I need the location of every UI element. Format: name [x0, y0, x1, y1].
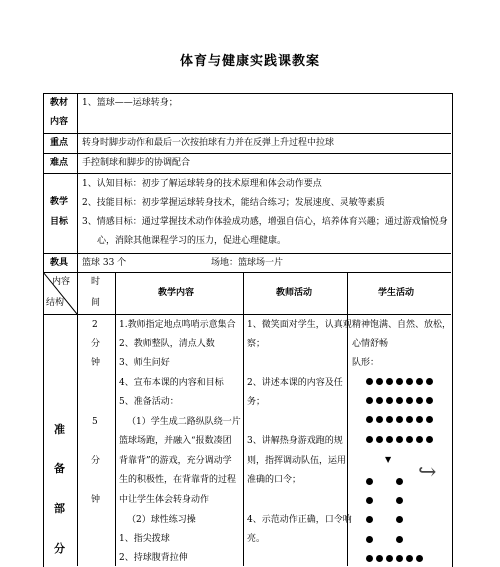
structure-header: 内容 [52, 277, 71, 287]
content-line: 5、准备活动： [119, 397, 179, 407]
row-divider [43, 314, 451, 315]
formation-dot [366, 536, 373, 543]
content-line: 1.教师指定地点鸣哨示意集合 [119, 320, 236, 330]
student-line: 精神饱满、自然、放松， [352, 320, 452, 330]
column-divider [243, 272, 244, 566]
time-mark: 5 [92, 417, 98, 427]
difficulty-value: 手控制球和脚步的协调配合 [82, 158, 191, 168]
content-line: 1、指尖拨球 [119, 534, 170, 544]
formation-row [366, 397, 433, 407]
student-line: 队形： [352, 358, 380, 368]
teacher-line: 务； [247, 397, 266, 407]
structure-header: 结构 [46, 298, 65, 308]
time-mark: 分 [91, 456, 101, 466]
time-mark: 分 [91, 339, 101, 349]
row-divider [43, 173, 451, 174]
content-line: 篮球场跑，并融入“报数凑团 [119, 436, 232, 446]
time-mark: 钟 [91, 495, 101, 505]
content-line: 2、持球腹背拉伸 [119, 553, 188, 563]
time-header: 时 [91, 277, 101, 287]
formation-row [366, 436, 433, 446]
time-mark: 钟 [91, 358, 101, 368]
equipment-value: 篮球 33 个 [82, 258, 127, 268]
equipment-label: 教具 [50, 258, 69, 268]
teacher-line: 准确的口令； [247, 475, 302, 485]
teacher-line: 3、讲解热身游戏跑的规 [247, 436, 343, 446]
section-label: 备 [54, 462, 65, 475]
content-line: 4、宣布本课的内容和目标 [119, 378, 224, 388]
section-label: 分 [54, 542, 65, 555]
venue-value: 场地：篮球场一片 [211, 258, 284, 268]
teacher-line: 察； [247, 339, 266, 349]
goal-item: 心，消除其他课程学习的压力，促进心理健康。 [97, 236, 287, 246]
goal-item: 2、技能目标：初步掌握运球转身技术，能结合练习；发展速度、灵敏等素质 [82, 198, 385, 208]
arrow-down-icon: ▼ [385, 455, 392, 464]
content-line: 2、教师整队，清点人数 [119, 339, 215, 349]
teacher-line: 亮。 [247, 534, 266, 544]
formation-dot [366, 516, 373, 523]
formation-row [366, 555, 423, 565]
goals-label: 目标 [50, 217, 69, 227]
content-line: 背靠背”的游戏，充分调动学 [119, 456, 232, 466]
key-point-value: 转身时脚步动作和最后一次按拍球有力并在反弹上升过程中拉球 [82, 138, 335, 148]
content-value: 1、篮球——运球转身； [82, 98, 178, 108]
student-line: 心情舒畅 [352, 339, 389, 349]
teacher-line: 则，指挥调动队伍，运用 [247, 456, 347, 466]
formation-dot [396, 497, 403, 504]
time-header: 间 [91, 298, 101, 308]
column-divider [115, 272, 116, 566]
formation-dot [396, 516, 403, 523]
section-label: 部 [54, 502, 65, 515]
content-label: 内容 [50, 117, 69, 127]
formation-row [366, 416, 433, 426]
key-point-label: 重点 [50, 138, 69, 148]
content-line: （1）学生成二路纵队绕一片 [127, 417, 241, 427]
time-mark: 2 [92, 320, 98, 330]
goal-item: 1、认知目标：初步了解运球转身的技术原理和体会动作要点 [82, 179, 322, 189]
goals-label: 教学 [50, 197, 69, 207]
teacher-line: 2、讲述本课的内容及任 [247, 378, 343, 388]
content-line: 中让学生体会转身动作 [119, 495, 210, 505]
goal-item: 3、情感目标：通过掌握技术动作体验成功感，增强自信心，培养体育兴趣；通过游戏愉悦身 [82, 217, 448, 227]
formation-dot [396, 478, 403, 485]
teacher-line: 1、微笑面对学生，认真观 [247, 320, 352, 330]
content-line: 生的积极性，在背靠背的过程 [119, 475, 237, 485]
student-header: 学生活动 [378, 288, 415, 298]
row-divider [43, 253, 451, 254]
formation-dot [366, 497, 373, 504]
formation-row [366, 378, 433, 388]
column-divider [77, 93, 78, 566]
turn-arrow-icon: ↪ [418, 460, 437, 485]
content-line: 3、师生问好 [119, 358, 170, 368]
row-divider [43, 272, 451, 273]
page-title: 体育与健康实践课教案 [179, 54, 320, 69]
formation-dot [366, 478, 373, 485]
section-label: 准 [54, 423, 65, 436]
content-line: （2）球性练习操 [127, 515, 196, 525]
teacher-line: 4、示范动作正确，口令响 [247, 515, 352, 525]
content-header: 教学内容 [158, 288, 195, 298]
row-divider [43, 153, 451, 154]
content-label: 教材 [50, 98, 69, 108]
difficulty-label: 难点 [50, 158, 69, 168]
teacher-header: 教师活动 [276, 288, 313, 298]
formation-dot [396, 536, 403, 543]
row-divider [43, 133, 451, 134]
